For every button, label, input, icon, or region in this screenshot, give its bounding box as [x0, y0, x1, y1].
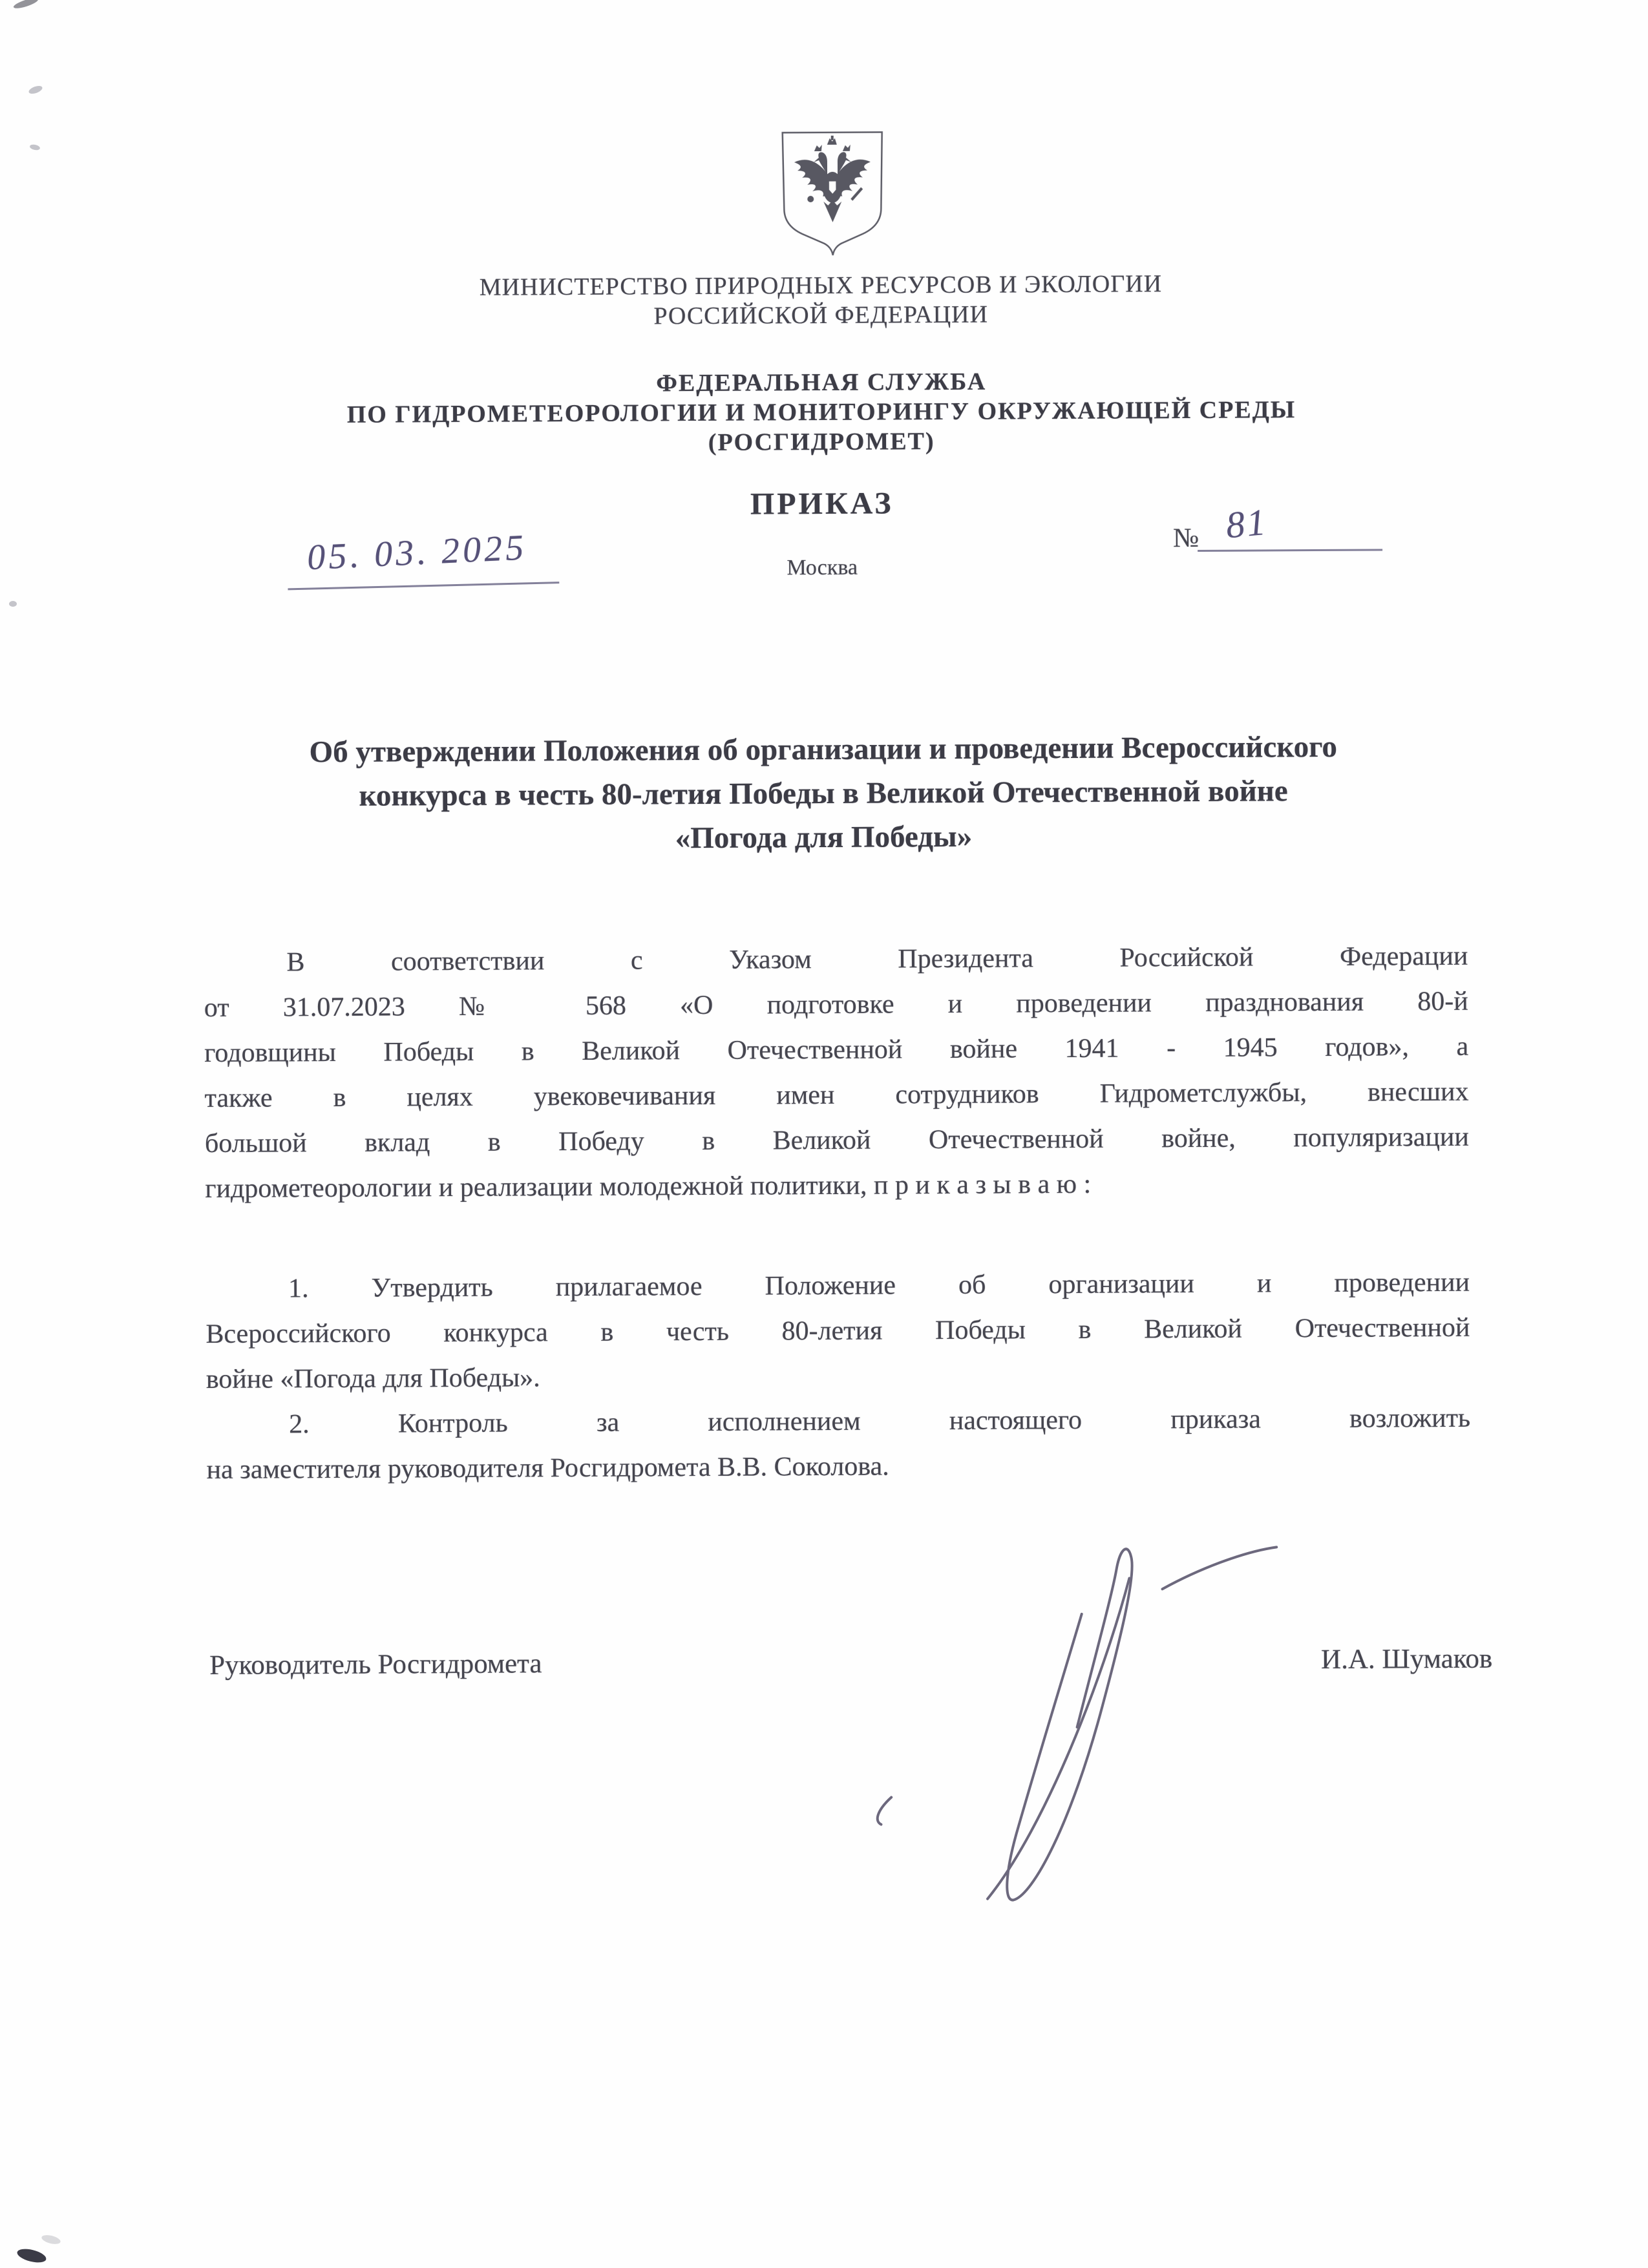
order-item-line: 2. Контроль за исполнением настоящего приказа возложить: [289, 1403, 1471, 1440]
opening-paragraph-line: годовщины Победы в Великой Отечественной войне 1941 - 1945 годов», а: [204, 1031, 1469, 1069]
order-title-line-1: Об утверждении Положения об организации и проведении Всероссийского: [309, 730, 1338, 770]
doc-type-title: ПРИКАЗ: [750, 486, 894, 521]
opening-paragraph-line: гидрометеорологии и реализации молодежной политики, п р и к а з ы в а ю :: [205, 1169, 1092, 1204]
city-label: Москва: [787, 555, 858, 580]
handwritten-date: 05. 03. 2025: [306, 527, 528, 578]
order-item-line: 1. Утвердить прилагаемое Положение об организации и проведении: [288, 1267, 1470, 1304]
order-item-line: войне «Погода для Победы».: [206, 1363, 540, 1395]
service-name-line-3: (РОСГИДРОМЕТ): [708, 428, 935, 456]
signatory-position: Руководитель Росгидромета: [209, 1648, 542, 1681]
opening-paragraph-line: также в целях увековечивания имен сотрудников Гидрометслужбы, внесших: [204, 1076, 1469, 1114]
order-title-line-2: конкурса в честь 80-летия Победы в Великой Отечественной войне: [359, 774, 1288, 813]
number-underline: [1198, 549, 1382, 551]
opening-paragraph-line: В соответствии с Указом Президента Российской Федерации: [286, 941, 1468, 978]
signatory-name: И.А. Шумаков: [1320, 1643, 1493, 1675]
coat-of-arms-icon: [773, 127, 893, 261]
opening-paragraph: [204, 934, 1469, 1212]
service-name-line-1: ФЕДЕРАЛЬНАЯ СЛУЖБА: [656, 368, 987, 397]
scan-artifact: [9, 601, 17, 607]
order-title-line-3: «Погода для Победы»: [675, 819, 973, 856]
opening-paragraph-line: от 31.07.2023 № 568 «О подготовке и проведении празднования 80-й: [204, 986, 1468, 1024]
handwritten-number: 81: [1224, 500, 1269, 547]
date-underline: [288, 582, 559, 590]
number-sign-label: №: [1172, 523, 1199, 554]
service-name-line-2: ПО ГИДРОМЕТЕОРОЛОГИИ И МОНИТОРИНГУ ОКРУЖАЮЩЕЙ СРЕДЫ: [346, 396, 1296, 428]
signature-scribble: [843, 1529, 1298, 1919]
ministry-name-line-2: РОССИЙСКОЙ ФЕДЕРАЦИИ: [653, 300, 989, 330]
order-item-2: [206, 1396, 1471, 1493]
order-item-line: Всероссийского конкурса в честь 80-летия Победы в Великой Отечественной: [206, 1312, 1470, 1350]
order-item-1: [206, 1260, 1470, 1402]
opening-paragraph-line: большой вклад в Победу в Великой Отечественной войне, популяризации: [204, 1122, 1469, 1159]
order-item-line: на заместителя руководителя Росгидромета В.В. Соколова.: [206, 1451, 889, 1486]
ministry-name-line-1: МИНИСТЕРСТВО ПРИРОДНЫХ РЕСУРСОВ И ЭКОЛОГИИ: [479, 270, 1163, 301]
